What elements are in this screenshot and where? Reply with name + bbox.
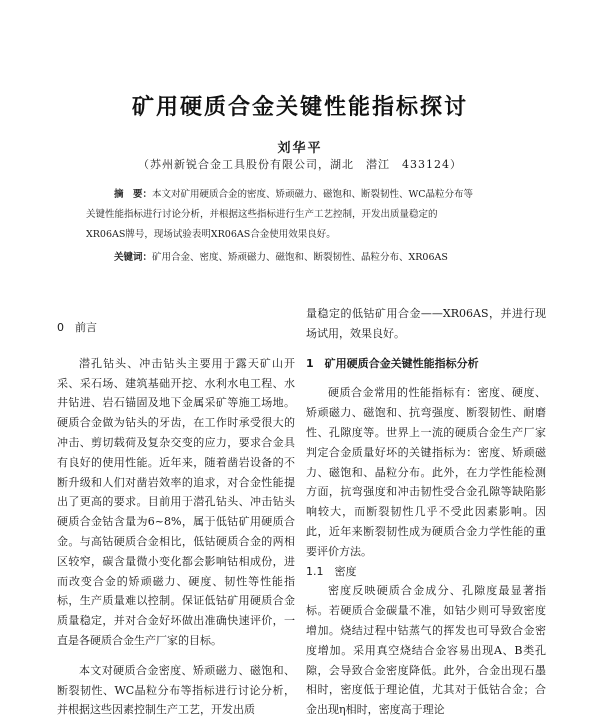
abstract-line-1 [86,185,506,205]
right-column [306,304,546,720]
keywords-label: 关键词： [114,252,153,263]
author-name: 刘华平 [277,141,323,156]
density-paragraph: 密度反映硬质合金成分、孔隙度最显著指标。若硬质合金碳量不准，如钴少则可导致密度增加。烧结过程中钴蒸气的挥发也可导致合金密度增加。采用真空烧结合金容易出现A、B类孔隙，会导致合金密度降低。此外，合金出现石墨相时，密度低于理论值，尤其对于低钴合金；合金出现η相时，密度高于理论 [306,584,546,717]
abstract-label: 摘 要： [114,189,153,200]
subsection-1-1-heading: 1.1 密度 [306,564,357,578]
section-1-paragraph: 硬质合金常用的性能指标有：密度、硬度、矫顽磁力、磁饱和、抗弯强度、断裂韧性、耐磨性、孔隙度等。世界上一流的硬质合金生产厂家判定合金质量好坏的关键指标为：密度、矫顽磁力、磁饱和、晶粒分布。此外，在力学性能检测方面，抗弯强度和冲击韧性受合金孔隙等缺陷影响较大，而断裂韧性几乎不受此因素影响。因此，近年来断裂韧性成为硬质合金力学性能的重要评价方法。 [306,386,546,558]
section-0-heading: 0 前言 [57,321,97,334]
abstract-line-3: XR06AS牌号，现场试验表明XR06AS合金使用效果良好。 [86,229,336,240]
abstract-line-2: 关键性能指标进行讨论分析，并根据这些指标进行生产工艺控制，开发出质量稳定的 [86,209,438,220]
author-affiliation: （苏州新锐合金工具股份有限公司，湖北 潜江 433124） [138,158,462,171]
abstract-block [86,185,506,245]
paper-title: 矿用硬质合金关键性能指标探讨 [131,95,468,120]
left-column [57,318,295,720]
keywords-text: 矿用合金、密度、矫顽磁力、磁饱和、断裂韧性、晶粒分布、XR06AS [152,252,448,263]
intro-paragraph-2: 本文对硬质合金密度、矫顽磁力、磁饱和、断裂韧性、WC晶粒分布等指标进行讨论分析，并根据这些因素控制生产工艺，开发出质 [57,663,295,717]
abstract-text-1: 本文对矿用硬质合金的密度、矫顽磁力、磁饱和、断裂韧性、WC晶粒分布等 [152,189,474,200]
keywords-block [114,248,514,268]
intro-paragraph-2-continued: 量稳定的低钴矿用合金——XR06AS，并进行现场试用，效果良好。 [306,307,546,340]
section-1-heading: 1 矿用硬质合金关键性能指标分析 [306,356,479,370]
intro-paragraph-1: 潜孔钻头、冲击钻头主要用于露天矿山开采、采石场、建筑基础开挖、水利水电工程、水井钻进、岩石锚固及地下金属采矿等施工场地。硬质合金做为钻头的牙齿，在工作时承受很大的冲击、剪切载荷及复杂交变的应力，要求合金具有良好的使用性能。近年来，随着凿岩设备的不断升级和人们对凿岩效率的追求，对合金性能提出了更高的要求。目前用于潜孔钻头、冲击钻头硬质合金钴含量为6~8%，属于低钴矿用硬质合金。与高钴硬质合金相比，低钴硬质合金的两相区较窄，碳含量微小变化都会影响钴相成份，进而改变合金的矫顽磁力、硬度、韧性等性能指标，生产质量难以控制。保证低钴矿用硬质合金质量稳定，并对合金好坏做出准确快速评价，一直是各硬质合金生产厂家的目标。 [57,356,295,647]
